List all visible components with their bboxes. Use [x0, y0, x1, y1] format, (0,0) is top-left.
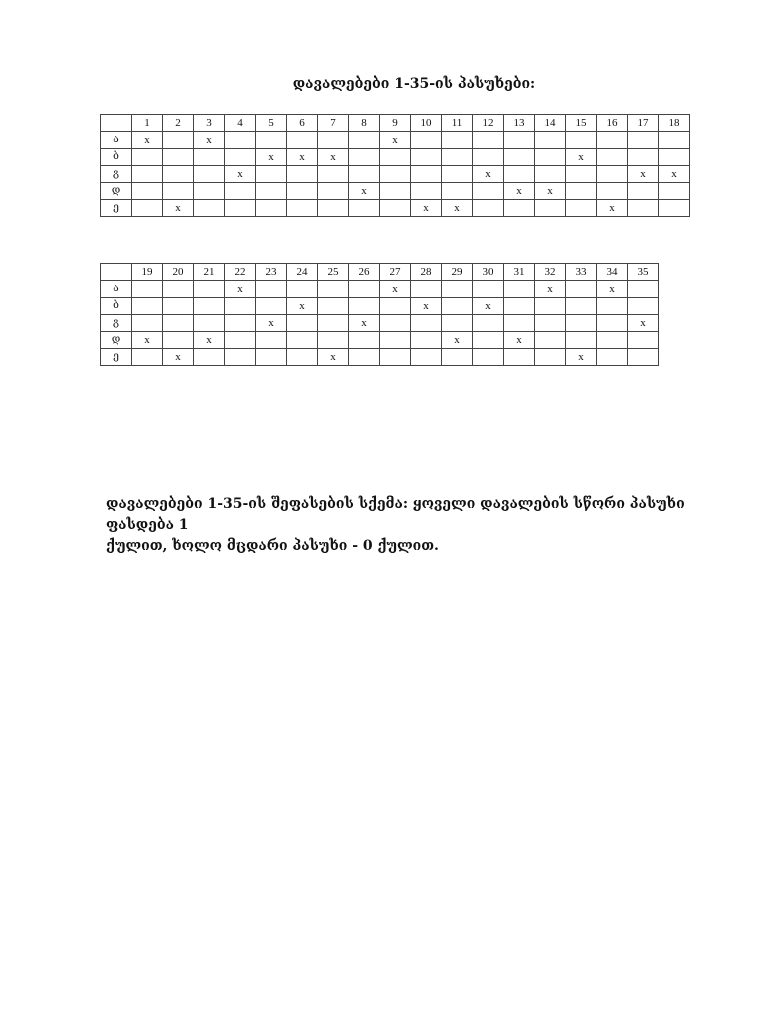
empty-cell [535, 149, 566, 166]
option-label-cell: დ [101, 183, 132, 200]
empty-cell [628, 332, 659, 349]
empty-cell [349, 166, 380, 183]
empty-cell [659, 200, 690, 217]
empty-cell [659, 149, 690, 166]
answer-mark-cell: x [535, 183, 566, 200]
empty-cell [256, 349, 287, 366]
empty-cell [163, 281, 194, 298]
empty-cell [194, 349, 225, 366]
empty-cell [566, 298, 597, 315]
empty-cell [163, 149, 194, 166]
empty-cell [287, 281, 318, 298]
empty-cell [473, 332, 504, 349]
empty-cell [628, 200, 659, 217]
answer-mark-cell: x [597, 200, 628, 217]
empty-cell [473, 349, 504, 366]
question-number-cell: 5 [256, 115, 287, 132]
empty-cell [225, 298, 256, 315]
empty-cell [132, 315, 163, 332]
empty-cell [163, 332, 194, 349]
empty-cell [132, 298, 163, 315]
empty-cell [380, 183, 411, 200]
empty-cell [566, 315, 597, 332]
empty-cell [380, 315, 411, 332]
empty-cell [194, 298, 225, 315]
question-number-cell: 26 [349, 264, 380, 281]
empty-cell [411, 332, 442, 349]
empty-cell [225, 349, 256, 366]
empty-cell [256, 332, 287, 349]
question-number-cell: 15 [566, 115, 597, 132]
empty-cell [597, 183, 628, 200]
empty-cell [411, 315, 442, 332]
empty-cell [349, 332, 380, 349]
empty-cell [256, 200, 287, 217]
empty-cell [318, 281, 349, 298]
empty-cell [628, 183, 659, 200]
empty-cell [225, 200, 256, 217]
empty-cell [442, 281, 473, 298]
empty-cell [132, 281, 163, 298]
empty-cell [194, 281, 225, 298]
question-number-cell: 19 [132, 264, 163, 281]
empty-cell [473, 183, 504, 200]
answer-mark-cell: x [256, 315, 287, 332]
question-number-cell: 6 [287, 115, 318, 132]
empty-cell [256, 132, 287, 149]
option-label-cell: ე [101, 200, 132, 217]
question-number-cell: 16 [597, 115, 628, 132]
answer-mark-cell: x [225, 166, 256, 183]
empty-cell [225, 183, 256, 200]
empty-cell [349, 349, 380, 366]
answer-mark-cell: x [566, 149, 597, 166]
question-number-cell: 24 [287, 264, 318, 281]
empty-cell [473, 200, 504, 217]
empty-cell [566, 183, 597, 200]
answer-mark-cell: x [163, 200, 194, 217]
question-number-cell: 30 [473, 264, 504, 281]
empty-cell [442, 315, 473, 332]
option-row [101, 315, 659, 332]
empty-cell [597, 166, 628, 183]
empty-cell [535, 349, 566, 366]
answer-mark-cell: x [256, 149, 287, 166]
empty-cell [628, 298, 659, 315]
empty-cell [597, 132, 628, 149]
empty-cell [287, 332, 318, 349]
option-label-cell: ა [101, 281, 132, 298]
empty-cell [318, 166, 349, 183]
empty-cell [225, 332, 256, 349]
empty-cell [504, 315, 535, 332]
empty-cell [535, 298, 566, 315]
empty-cell [473, 281, 504, 298]
empty-cell [535, 166, 566, 183]
answer-mark-cell: x [163, 349, 194, 366]
question-number-cell: 20 [163, 264, 194, 281]
empty-cell [132, 183, 163, 200]
empty-cell [380, 200, 411, 217]
question-number-cell: 25 [318, 264, 349, 281]
option-row [101, 183, 690, 200]
empty-cell [225, 149, 256, 166]
empty-cell [225, 315, 256, 332]
answer-mark-cell: x [318, 149, 349, 166]
question-number-cell: 35 [628, 264, 659, 281]
question-number-cell: 10 [411, 115, 442, 132]
empty-cell [256, 298, 287, 315]
header-row [101, 264, 659, 281]
question-number-cell: 17 [628, 115, 659, 132]
option-row [101, 200, 690, 217]
option-label-cell: დ [101, 332, 132, 349]
empty-cell [163, 166, 194, 183]
option-row [101, 349, 659, 366]
answer-mark-cell: x [132, 132, 163, 149]
answer-mark-cell: x [225, 281, 256, 298]
answer-mark-cell: x [628, 315, 659, 332]
answer-mark-cell: x [380, 281, 411, 298]
empty-cell [287, 315, 318, 332]
answer-mark-cell: x [380, 132, 411, 149]
empty-cell [318, 315, 349, 332]
empty-cell [132, 349, 163, 366]
empty-cell [411, 349, 442, 366]
question-number-cell: 9 [380, 115, 411, 132]
option-label-cell: ბ [101, 149, 132, 166]
answer-mark-cell: x [287, 149, 318, 166]
option-label-cell: ა [101, 132, 132, 149]
question-number-cell: 32 [535, 264, 566, 281]
empty-cell [597, 298, 628, 315]
answer-mark-cell: x [132, 332, 163, 349]
question-number-cell: 11 [442, 115, 473, 132]
empty-cell [659, 183, 690, 200]
empty-cell [566, 200, 597, 217]
empty-cell [442, 298, 473, 315]
option-label-cell: ე [101, 349, 132, 366]
option-label-cell: გ [101, 166, 132, 183]
empty-cell [535, 332, 566, 349]
answer-mark-cell: x [194, 332, 225, 349]
empty-cell [566, 166, 597, 183]
empty-cell [411, 149, 442, 166]
question-number-cell: 21 [194, 264, 225, 281]
question-number-cell: 34 [597, 264, 628, 281]
option-label-cell: ბ [101, 298, 132, 315]
empty-cell [442, 166, 473, 183]
grading-scheme-line-2: ქულით, ხოლო მცდარი პასუხი - 0 ქულით. [106, 538, 439, 554]
question-number-cell: 23 [256, 264, 287, 281]
question-number-cell: 27 [380, 264, 411, 281]
question-number-cell: 33 [566, 264, 597, 281]
empty-cell [349, 281, 380, 298]
empty-cell [194, 200, 225, 217]
empty-cell [628, 132, 659, 149]
empty-cell [380, 332, 411, 349]
empty-cell [566, 132, 597, 149]
empty-cell [256, 166, 287, 183]
question-number-cell: 4 [225, 115, 256, 132]
answer-mark-cell: x [566, 349, 597, 366]
empty-cell [163, 132, 194, 149]
empty-cell [566, 281, 597, 298]
empty-cell [628, 349, 659, 366]
page-title: დავალებები 1-35-ის პასუხები: [292, 76, 536, 92]
grading-scheme-line-1: დავალებები 1-35-ის შეფასების სქემა: ყოველი დავალების სწორი პასუხი ფასდება 1 [106, 496, 685, 533]
empty-cell [287, 166, 318, 183]
answer-mark-cell: x [194, 132, 225, 149]
empty-cell [132, 166, 163, 183]
header-row [101, 115, 690, 132]
empty-cell [318, 200, 349, 217]
empty-cell [411, 281, 442, 298]
question-number-cell: 29 [442, 264, 473, 281]
empty-cell [349, 298, 380, 315]
empty-cell [442, 149, 473, 166]
empty-cell [287, 132, 318, 149]
option-row [101, 298, 659, 315]
empty-cell [132, 149, 163, 166]
empty-cell [442, 132, 473, 149]
answer-mark-cell: x [504, 332, 535, 349]
empty-cell [349, 200, 380, 217]
corner-cell [101, 115, 132, 132]
grading-scheme [106, 494, 686, 557]
answer-mark-cell: x [349, 315, 380, 332]
empty-cell [504, 349, 535, 366]
answer-mark-cell: x [628, 166, 659, 183]
empty-cell [473, 315, 504, 332]
answer-mark-cell: x [659, 166, 690, 183]
answer-mark-cell: x [442, 200, 473, 217]
question-number-cell: 3 [194, 115, 225, 132]
empty-cell [628, 149, 659, 166]
question-number-cell: 12 [473, 115, 504, 132]
empty-cell [473, 132, 504, 149]
empty-cell [535, 315, 566, 332]
answer-mark-cell: x [473, 298, 504, 315]
empty-cell [349, 149, 380, 166]
empty-cell [380, 349, 411, 366]
option-row [101, 166, 690, 183]
empty-cell [194, 166, 225, 183]
empty-cell [287, 349, 318, 366]
empty-cell [628, 281, 659, 298]
empty-cell [163, 315, 194, 332]
answer-mark-cell: x [349, 183, 380, 200]
empty-cell [442, 183, 473, 200]
answer-mark-cell: x [504, 183, 535, 200]
option-row [101, 332, 659, 349]
question-number-cell: 13 [504, 115, 535, 132]
empty-cell [318, 298, 349, 315]
answer-mark-cell: x [318, 349, 349, 366]
question-number-cell: 14 [535, 115, 566, 132]
empty-cell [318, 183, 349, 200]
empty-cell [163, 183, 194, 200]
empty-cell [380, 149, 411, 166]
empty-cell [318, 132, 349, 149]
empty-cell [256, 281, 287, 298]
empty-cell [504, 166, 535, 183]
empty-cell [597, 349, 628, 366]
empty-cell [566, 332, 597, 349]
option-row [101, 149, 690, 166]
empty-cell [504, 281, 535, 298]
empty-cell [504, 132, 535, 149]
answer-mark-cell: x [535, 281, 566, 298]
answer-mark-cell: x [411, 200, 442, 217]
empty-cell [380, 298, 411, 315]
empty-cell [225, 132, 256, 149]
question-number-cell: 1 [132, 115, 163, 132]
answers-table-1 [100, 114, 690, 217]
empty-cell [163, 298, 194, 315]
empty-cell [256, 183, 287, 200]
empty-cell [535, 200, 566, 217]
empty-cell [194, 315, 225, 332]
empty-cell [318, 332, 349, 349]
empty-cell [504, 149, 535, 166]
empty-cell [349, 132, 380, 149]
answer-mark-cell: x [597, 281, 628, 298]
answers-table-2 [100, 263, 659, 366]
empty-cell [504, 298, 535, 315]
empty-cell [535, 132, 566, 149]
empty-cell [411, 166, 442, 183]
empty-cell [132, 200, 163, 217]
empty-cell [504, 200, 535, 217]
empty-cell [659, 132, 690, 149]
empty-cell [597, 332, 628, 349]
question-number-cell: 2 [163, 115, 194, 132]
empty-cell [597, 149, 628, 166]
empty-cell [473, 149, 504, 166]
question-number-cell: 22 [225, 264, 256, 281]
option-label-cell: გ [101, 315, 132, 332]
empty-cell [597, 315, 628, 332]
empty-cell [287, 200, 318, 217]
empty-cell [411, 132, 442, 149]
empty-cell [411, 183, 442, 200]
option-row [101, 281, 659, 298]
answer-mark-cell: x [287, 298, 318, 315]
empty-cell [380, 166, 411, 183]
question-number-cell: 28 [411, 264, 442, 281]
empty-cell [442, 349, 473, 366]
empty-cell [194, 183, 225, 200]
answer-mark-cell: x [411, 298, 442, 315]
empty-cell [287, 183, 318, 200]
question-number-cell: 31 [504, 264, 535, 281]
answer-mark-cell: x [473, 166, 504, 183]
option-row [101, 132, 690, 149]
corner-cell [101, 264, 132, 281]
question-number-cell: 8 [349, 115, 380, 132]
empty-cell [194, 149, 225, 166]
question-number-cell: 18 [659, 115, 690, 132]
question-number-cell: 7 [318, 115, 349, 132]
answer-mark-cell: x [442, 332, 473, 349]
